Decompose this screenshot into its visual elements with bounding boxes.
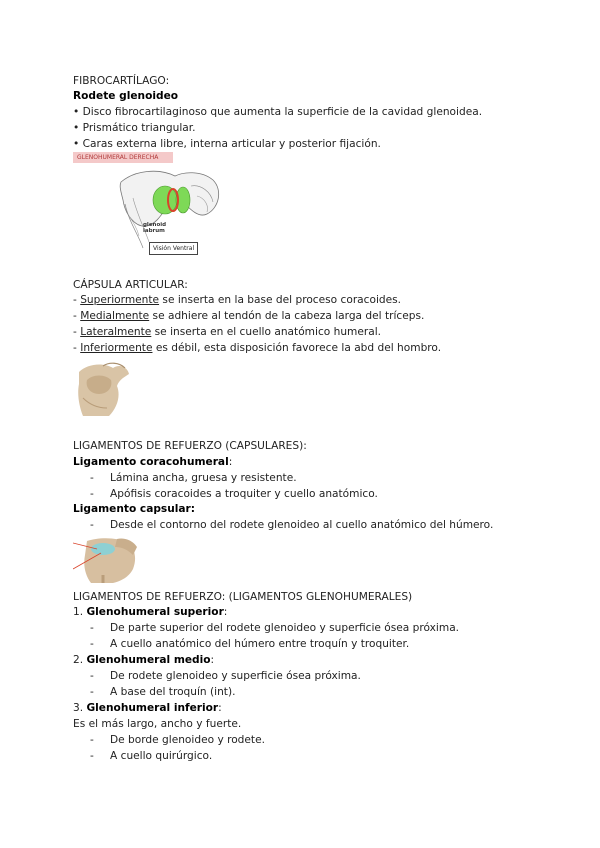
number: 1. — [73, 606, 87, 618]
label-line-1: glenoid — [143, 222, 167, 228]
g1-item-1: De parte superior del rodete glenoideo y superficie ósea próxima. — [110, 622, 460, 634]
capsula-item-1 — [73, 293, 401, 308]
number: 2. — [73, 654, 87, 666]
g1-item-2: A cuello anatómico del húmero entre troquín y troquiter. — [110, 638, 410, 650]
item-term: Lateralmente — [80, 326, 152, 338]
coracohumeral-item-2: Apófisis coracoides a troquiter y cuello anatómico. — [110, 488, 378, 500]
capsula-item-3 — [73, 325, 381, 340]
coracohumeral-title — [73, 455, 232, 470]
bullet-3: • Caras externa libre, interna articular y posterior fijación. — [73, 138, 381, 150]
fibrocartilago-heading: FIBROCARTÍLAGO: — [73, 75, 170, 87]
coracohumeral-dash-1: - — [90, 472, 94, 484]
vision-ventral-caption: Visión Ventral — [149, 242, 198, 255]
item-rest: es débil, esta disposición favorece la abd del hombro. — [152, 342, 442, 354]
g2-item-1: De rodete glenoideo y superficie ósea próxima. — [110, 670, 361, 682]
capsula-item-2 — [73, 309, 424, 324]
glenoid-labrum-label — [143, 222, 166, 234]
shoulder-bone-drawing — [73, 358, 133, 418]
g2-dash-2: - — [90, 686, 94, 698]
item-term: Inferiormente — [80, 342, 153, 354]
capsular-title: Ligamento capsular: — [73, 503, 196, 515]
item-rest: se inserta en la base del proceso coracoides. — [159, 294, 402, 306]
bullet-1: • Disco fibrocartilaginoso que aumenta la superficie de la cavidad glenoidea. — [73, 106, 483, 118]
title-text: Glenohumeral medio — [86, 654, 211, 666]
item-prefix: - — [73, 342, 81, 354]
capsular-ligament-drawing — [73, 535, 139, 583]
item-prefix: - — [73, 310, 81, 322]
g1-dash-1: - — [90, 622, 94, 634]
glenohumerales-heading: LIGAMENTOS DE REFUERZO: (LIGAMENTOS GLENOHUMERALES) — [73, 591, 413, 603]
number: 3. — [73, 702, 87, 714]
g3-dash-1: - — [90, 734, 94, 746]
capsular-item-1: Desde el contorno del rodete glenoideo al cuello anatómico del húmero. — [110, 519, 494, 531]
coracohumeral-title-text: Ligamento coracohumeral — [73, 456, 229, 468]
capsular-ligament-photo — [73, 535, 139, 583]
colon: : — [218, 702, 222, 714]
g3-item-1: De borde glenoideo y rodete. — [110, 734, 265, 746]
title-text: Glenohumeral superior — [86, 606, 224, 618]
item-rest: se adhiere al tendón de la cabeza larga del tríceps. — [149, 310, 425, 322]
colon: : — [223, 606, 228, 618]
glenohumeral-superior-title — [73, 605, 227, 620]
g2-item-2: A base del troquín (int). — [110, 686, 236, 698]
ligamentos-capsulares-heading: LIGAMENTOS DE REFUERZO (CAPSULARES): — [73, 440, 307, 452]
g3-dash-2: - — [90, 750, 94, 762]
g1-dash-2: - — [90, 638, 94, 650]
capsular-dash-1: - — [90, 519, 94, 531]
coracohumeral-item-1: Lámina ancha, gruesa y resistente. — [110, 472, 297, 484]
g3-note: Es el más largo, ancho y fuerte. — [73, 718, 242, 730]
glenoid-labrum-figure — [73, 152, 231, 260]
capsula-heading: CÁPSULA ARTICULAR: — [73, 279, 188, 291]
g3-item-2: A cuello quirúrgico. — [110, 750, 213, 762]
rodete-glenoideo-title: Rodete glenoideo — [73, 90, 179, 102]
figure-banner-text: GLENOHUMERAL DERECHA — [77, 154, 159, 161]
bullet-2: • Prismático triangular. — [73, 122, 196, 134]
label-line-2: labrum — [143, 228, 165, 234]
coracohumeral-dash-2: - — [90, 488, 94, 500]
item-term: Superiormente — [80, 294, 160, 306]
item-prefix: - — [73, 326, 81, 338]
glenohumeral-inferior-title — [73, 701, 222, 716]
title-text: Glenohumeral inferior — [86, 702, 219, 714]
g2-dash-1: - — [90, 670, 94, 682]
item-prefix: - — [73, 294, 81, 306]
item-rest: se inserta en el cuello anatómico humeral. — [151, 326, 382, 338]
item-term: Medialmente — [80, 310, 150, 322]
capsula-item-4 — [73, 341, 441, 356]
colon: : — [210, 654, 215, 666]
colon: : — [228, 456, 233, 468]
shoulder-bone-photo — [73, 358, 133, 418]
glenohumeral-medio-title — [73, 653, 214, 668]
